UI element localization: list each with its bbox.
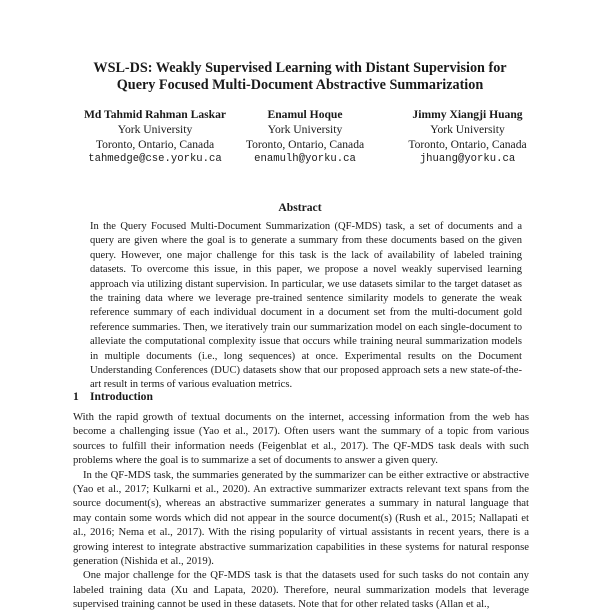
section-heading	[73, 390, 153, 403]
author-location: Toronto, Ontario, Canada	[408, 138, 527, 151]
author-affiliation: York University	[430, 123, 505, 136]
author-location: Toronto, Ontario, Canada	[95, 138, 215, 151]
author-affiliation: York University	[117, 123, 193, 136]
author-block-1	[60, 107, 250, 167]
abstract-heading: Abstract	[278, 201, 322, 214]
author-email: jhuang@yorku.ca	[419, 153, 516, 165]
section-title: Introduction	[90, 390, 153, 403]
author-block-3	[370, 107, 565, 167]
author-location: Toronto, Ontario, Canada	[245, 138, 365, 151]
paper-title-line-2: Query Focused Multi-Document Abstractive Summarization	[116, 77, 484, 93]
abstract-text: In the Query Focused Multi-Document Summarization (QF-MDS) task, a set of documents and a query are given where the goal is to generate a summary from these documents based on the given query. However, one major challenge for this task is the lack of availability of labeled training datasets. To overcome this issue, in this paper, we propose a novel weakly supervised learning approach via utilizing distant supervision. In particular, we use datasets similar to the target dataset as the training data where we leverage pre-trained sentence similarity models to generate the weak reference summary of each individual document in a document set from the multi-document gold reference summaries. Then, we iteratively train our summarization model on each single-document to alleviate the computational complexity issue that occurs while training neural summarization models in multiple documents (i.e., long sequences) at once. Experimental results on the Document Understanding Conferences (DUC) datasets show that our proposed approach sets a new state-of-the-art result in terms of various evaluation metrics.	[90, 221, 522, 391]
author-email: tahmedge@cse.yorku.ca	[88, 153, 222, 165]
body-paragraph: In the QF-MDS task, the summaries generated by the summarizer can be either extractive or abstractive (Yao et al., 2017; Kulkarni et al., 2020). An extractive summarizer extracts relevant text spans from the source document(s), whereas an abstractive summarizer generates a summary in natural language that may contain some words which did not appear in the source document(s) (Rush et al., 2015; Nallapati et al., 2016; Nema et al., 2017). With the rising popularity of virtual assistants in recent years, there is a growing interest to integrate abstractive summarization capabilities in these systems for natural response generation (Nishida et al., 2019).	[73, 468, 529, 568]
paper-title-line-1: WSL-DS: Weakly Supervised Learning with Distant Supervision for	[93, 60, 507, 76]
author-block-2	[235, 107, 375, 167]
body-paragraph: One major challenge for the QF-MDS task is that the datasets used for such tasks do not contain any labeled training data (Xu and Lapata, 2020). Therefore, neural summarization models that leverage supervised training cannot be used in these datasets. Note that for other related tasks (Allan et al.,	[73, 569, 529, 611]
section-body	[73, 410, 529, 612]
author-affiliation: York University	[267, 123, 343, 136]
author-name: Enamul Hoque	[267, 108, 343, 121]
author-email: enamulh@yorku.ca	[254, 153, 356, 165]
author-name: Jimmy Xiangji Huang	[412, 108, 523, 121]
section-number: 1	[73, 390, 79, 403]
author-name: Md Tahmid Rahman Laskar	[83, 108, 227, 121]
body-paragraph: With the rapid growth of textual documents on the internet, accessing information from the web has become a challenging issue (Yao et al., 2017). Often users want the summary of a topic from various sources to fulfill their information needs (Feigenblat et al., 2017). The QF-MDS task deals with such problems where the goal is to summarize a set of documents to answer a given query.	[73, 411, 529, 467]
